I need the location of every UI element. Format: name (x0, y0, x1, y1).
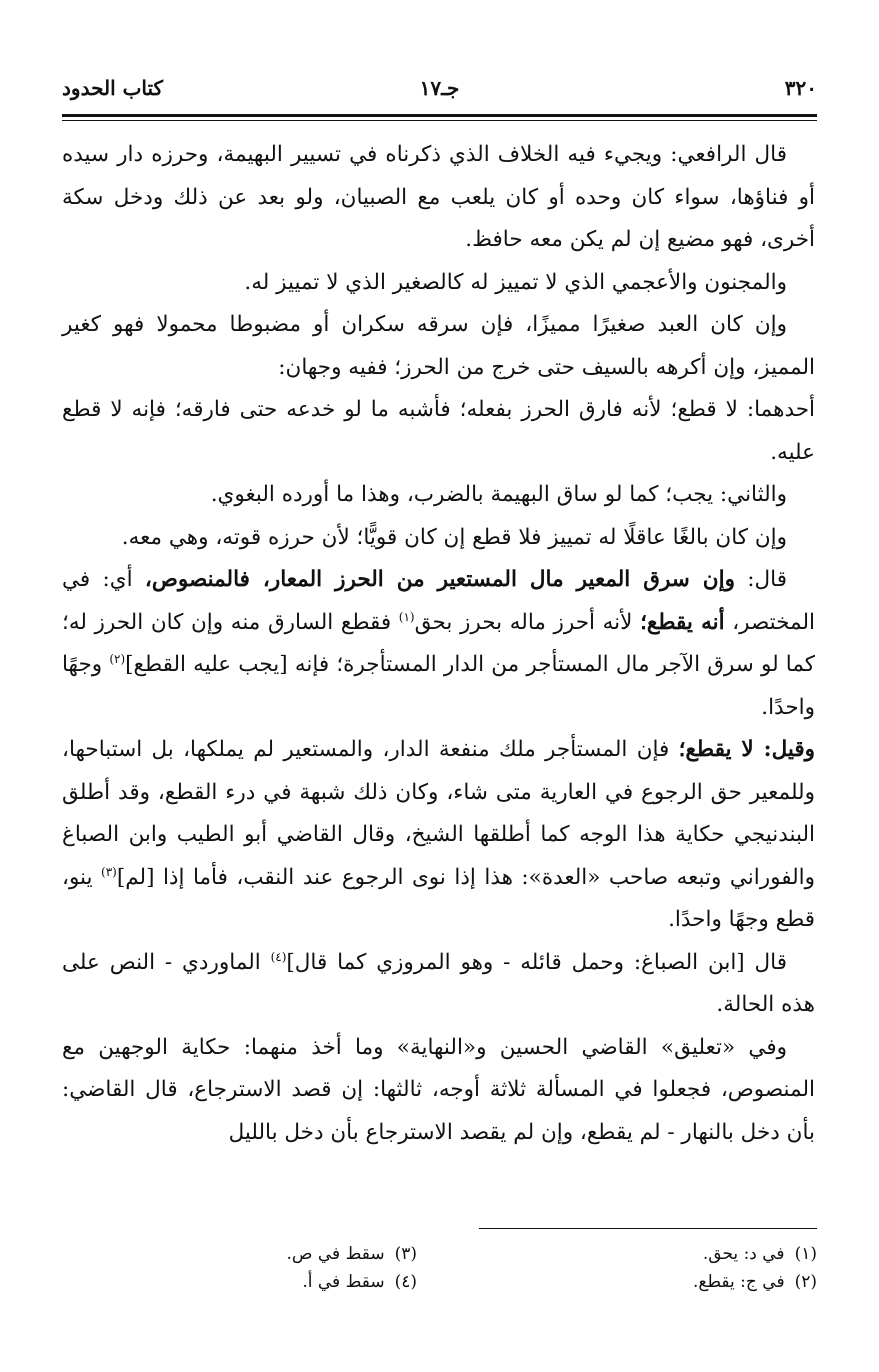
footnote-ref: (١) (398, 609, 415, 624)
quoted-matn: وقيل: لا يقطع؛ (678, 737, 816, 762)
footnote-column (287, 1240, 417, 1296)
paragraph (62, 729, 815, 942)
footnote (693, 1240, 817, 1268)
footnote-number: (٣) (394, 1244, 417, 1264)
header-rule-thin (62, 120, 817, 121)
paragraph: والمجنون والأعجمي الذي لا تمييز له كالصغير الذي لا تمييز له. (244, 269, 787, 295)
page-number: ٣٢٠ (784, 76, 817, 100)
text-run: ينو، قطع وجهًا واحدًا. (62, 864, 815, 932)
paragraph: وفي «تعليق» القاضي الحسين و«النهاية» وما أخذ منهما: حكاية الوجهين مع المنصوص، فجعلوا في المسألة ثلاثة أوجه، ثالثها: إن قصد الاسترجاع، قال القاضي: بأن دخل بالنهار - لم يقطع، وإن لم يقصد الاسترجاع بأن دخل بالليل (62, 1034, 815, 1145)
footnote-ref: (٢) (109, 651, 126, 666)
text-run: الماوردي - النص على هذه الحالة. (62, 949, 815, 1017)
volume-number: جـ١٧ (419, 76, 460, 100)
book-title: كتاب الحدود (62, 76, 164, 100)
footnote-text: سقط في أ. (302, 1272, 385, 1292)
page-header (62, 70, 817, 110)
footnote (693, 1268, 817, 1296)
footnote-text: في د: يحق. (702, 1244, 785, 1264)
quoted-matn: وإن سرق المعير مال المستعير من الحرز المعار، فالمنصوص، (144, 567, 735, 592)
footnote-separator (479, 1228, 817, 1229)
text-run: وجهًا واحدًا. (62, 652, 815, 720)
footnote-number: (٢) (794, 1272, 817, 1292)
text-run: أي: في المختصر، (62, 567, 816, 635)
paragraph: وإن كان بالغًا عاقلًا له تمييز فلا قطع إن كان قويًّا؛ لأن حرزه قوته، وهي معه. (121, 524, 787, 550)
footnote-ref: (٣) (101, 864, 117, 879)
text-run: فقطع السارق منه وإن كان الحرز له؛ كما لو سرق الآجر مال المستأجر من الدار المستأجرة؛ فإنه [يجب عليه القطع] (62, 609, 815, 677)
paragraph (62, 942, 815, 1027)
header-rule-thick (62, 114, 817, 117)
footnote-text: في ج: يقطع. (693, 1272, 785, 1292)
paragraph (62, 559, 815, 729)
footnote (287, 1240, 417, 1268)
paragraph: قال الرافعي: ويجيء فيه الخلاف الذي ذكرناه في تسيير البهيمة، وحرزه دار سيده أو فناؤها، سواء كان وحده أو كان يلعب مع الصبيان، ولو بعد عن ذلك ودخل سكة أخرى، فهو مضيع إن لم يكن معه حافظ. (62, 142, 815, 252)
main-text (62, 134, 815, 1154)
footnote-number: (١) (794, 1244, 817, 1264)
text-run: لأنه أحرز ماله بحرز بحق (414, 609, 641, 635)
footnote-column (693, 1240, 817, 1296)
footnote-ref: (٤) (270, 949, 287, 964)
text-run: فإن المستأجر ملك منفعة الدار، والمستعير لم يملكها، بل استباحها، وللمعير حق الرجوع في العارية متى شاء، وكان ذلك شبهة في درء القطع، وقد أطلق البندنيجي حكاية هذا الوجه كما أطلقها الشيخ، وقال القاضي أبو الطيب وابن الصباغ والفوراني وتبعه صاحب «العدة»: هذا إذا نوى الرجوع عند النقب، فأما إذا [لم] (62, 737, 815, 890)
text-run: قال: (734, 567, 787, 592)
paragraph: والثاني: يجب؛ كما لو ساق البهيمة بالضرب، وهذا ما أورده البغوي. (210, 482, 787, 507)
footnote-text: سقط في ص. (286, 1244, 385, 1264)
paragraph: أحدهما: لا قطع؛ لأنه فارق الحرز بفعله؛ فأشبه ما لو خدعه حتى فارقه؛ فإنه لا قطع عليه. (62, 397, 815, 465)
footnote (287, 1268, 417, 1296)
quoted-matn: أنه يقطع؛ (640, 609, 725, 635)
text-run: قال [ابن الصباغ: وحمل قائله - وهو المروزي كما قال] (286, 949, 787, 975)
footnote-number: (٤) (394, 1272, 417, 1292)
paragraph: وإن كان العبد صغيرًا مميزًا، فإن سرقه سكران أو مضبوطا محمولا فهو كغير المميز، وإن أكرهه بالسيف حتى خرج من الحرز؛ ففيه وجهان: (62, 312, 815, 380)
